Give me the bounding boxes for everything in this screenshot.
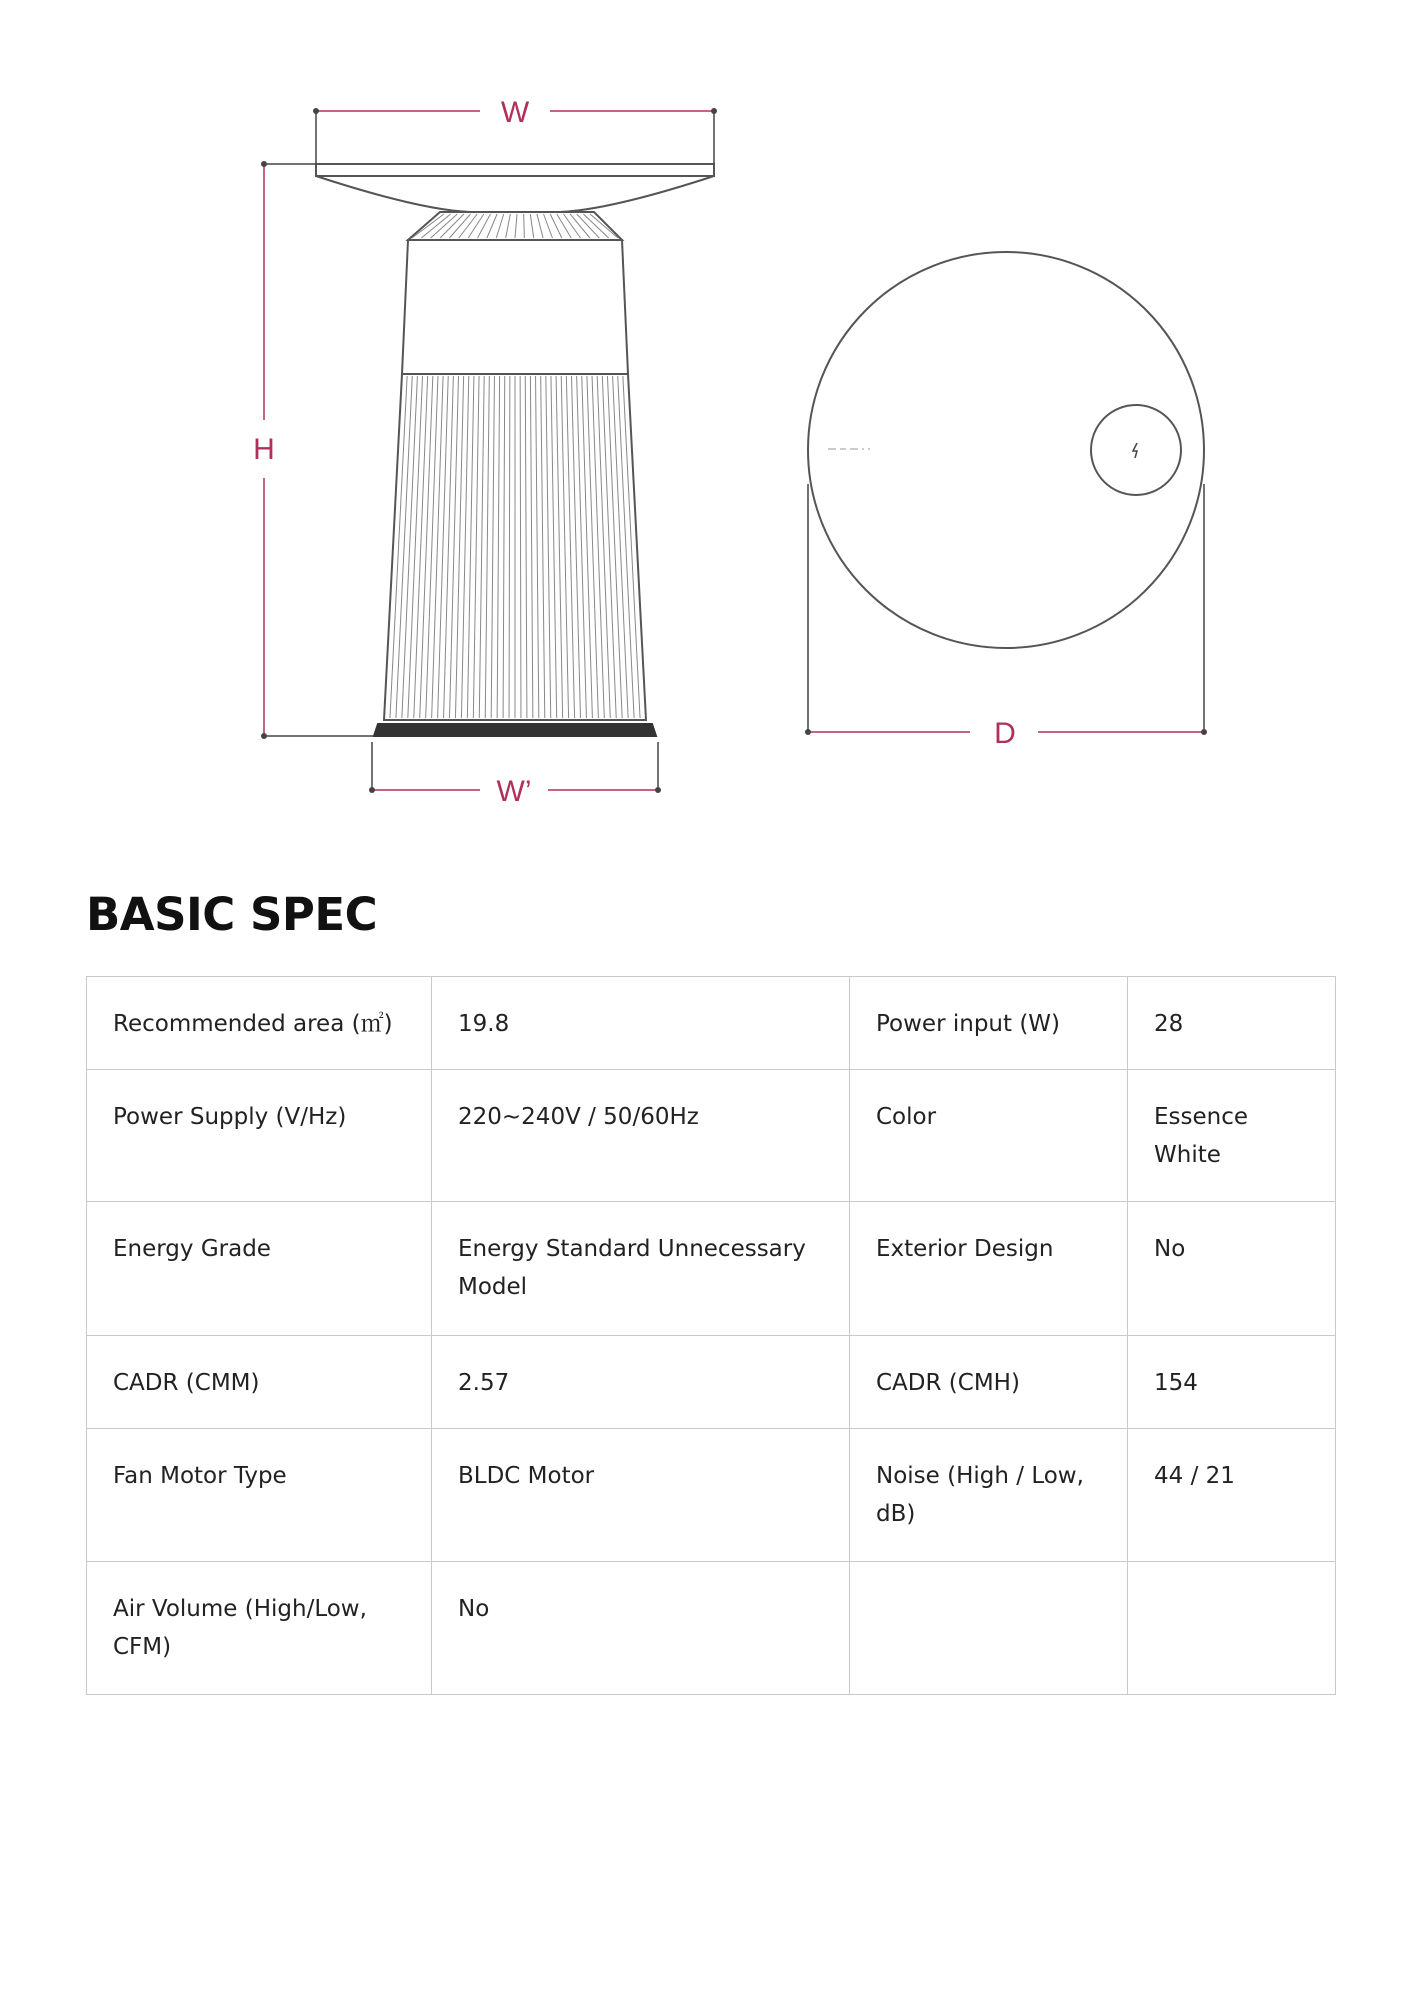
product-dimension-diagram [0, 0, 1414, 840]
spec-table [86, 976, 1336, 1695]
spec-value: No [432, 1562, 850, 1695]
spec-value: BLDC Motor [432, 1429, 850, 1562]
spec-label: Recommended area (㎡) [87, 977, 432, 1070]
spec-label: Power input (W) [850, 977, 1128, 1070]
dimension-h-label: H [253, 433, 275, 466]
spec-label: Fan Motor Type [87, 1429, 432, 1562]
top-bowl [316, 176, 714, 212]
spec-value: 19.8 [432, 977, 850, 1070]
spec-value: No [1128, 1202, 1336, 1336]
spec-label: CADR (CMM) [87, 1336, 432, 1429]
spec-label [850, 1562, 1128, 1695]
spec-label: Air Volume (High/Low, CFM) [87, 1562, 432, 1695]
spec-value: 44 / 21 [1128, 1429, 1336, 1562]
page-title: BASIC SPEC [86, 888, 378, 941]
spec-label: Noise (High / Low, dB) [850, 1429, 1128, 1562]
spec-label: CADR (CMH) [850, 1336, 1128, 1429]
spec-value: 154 [1128, 1336, 1336, 1429]
table-row [87, 1070, 1336, 1202]
spec-value: 220~240V / 50/60Hz [432, 1070, 850, 1202]
spec-value: Essence White [1128, 1070, 1336, 1202]
table-row [87, 1202, 1336, 1336]
spec-label: Power Supply (V/Hz) [87, 1070, 432, 1202]
spec-label: Color [850, 1070, 1128, 1202]
upper-body [402, 240, 628, 374]
table-row [87, 1562, 1336, 1695]
table-row [87, 1336, 1336, 1429]
dimension-d-label: D [994, 717, 1016, 750]
top-plate [316, 164, 714, 176]
base-ring [374, 724, 656, 736]
table-row [87, 1429, 1336, 1562]
spec-value: Energy Standard Unnecessary Model [432, 1202, 850, 1336]
spec-label: Exterior Design [850, 1202, 1128, 1336]
spec-value: 2.57 [432, 1336, 850, 1429]
dimension-w-label: W [500, 96, 530, 129]
spec-value: 28 [1128, 977, 1336, 1070]
dimension-w-prime-label: W’ [496, 775, 532, 808]
spec-value [1128, 1562, 1336, 1695]
top-view-control-dial [1091, 405, 1181, 495]
table-row [87, 977, 1336, 1070]
spec-label: Energy Grade [87, 1202, 432, 1336]
